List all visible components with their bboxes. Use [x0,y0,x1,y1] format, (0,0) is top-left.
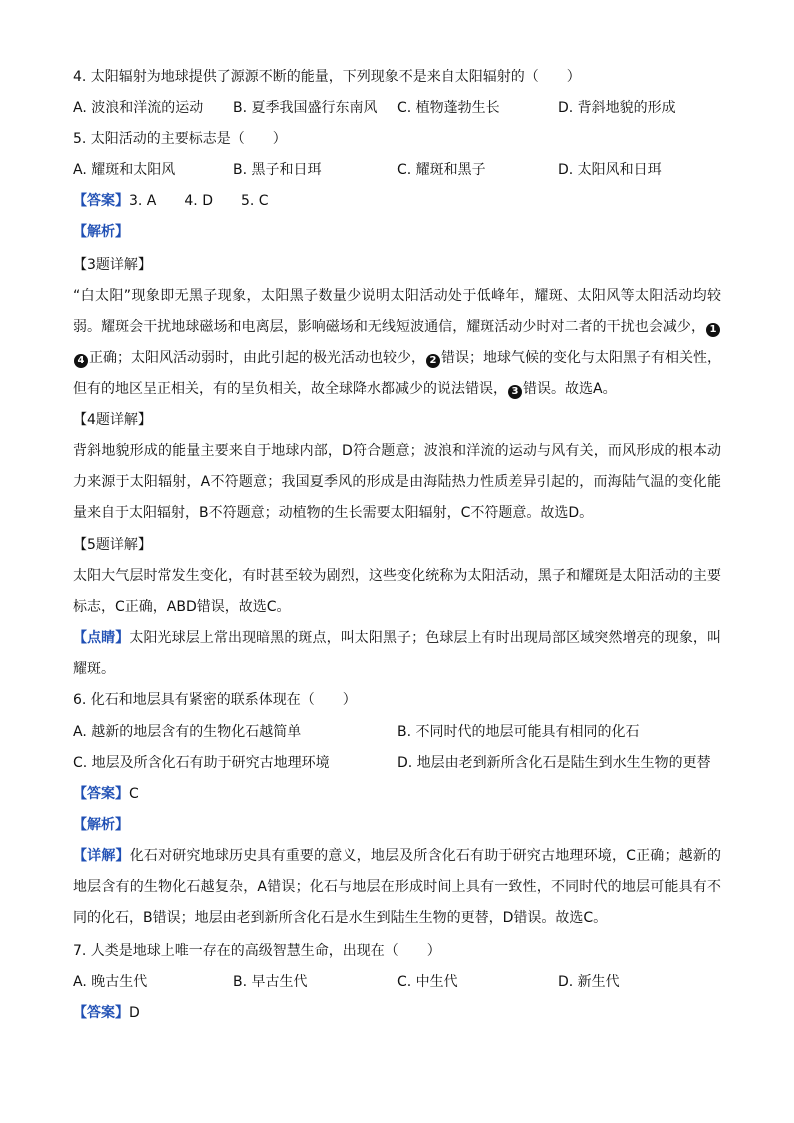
answer-line-1 [73,191,269,211]
question-7-option-a: A. 晚古生代 [73,974,148,990]
circled-number-4: 4 [74,354,88,368]
note-text: 太阳光球层上常出现暗黑的斑点，叫太阳黑子；色球层上有时出现局部区域突然增亮的现象，叫耀斑。 [73,630,722,677]
answer-text: D [129,1005,140,1021]
answer-line-2 [73,784,139,804]
detail-6-paragraph [73,841,721,934]
question-6-option-b: B. 不同时代的地层可能具有相同的化石 [397,724,640,740]
detail-3-text-part2: 正确；太阳风活动弱时，由此引起的极光活动也较少， [89,350,425,366]
question-5-option-a: A. 耀斑和太阳风 [73,162,176,178]
detail-3-paragraph [73,281,721,405]
circled-number-3: 3 [508,385,522,399]
answer-tag: 【答案】 [73,786,129,802]
detail-6-tag: 【详解】 [73,848,130,864]
detail-3-heading: 【3题详解】 [73,257,152,273]
question-5-option-d: D. 太阳风和日珥 [558,162,662,178]
question-4-option-c: C. 植物蓬勃生长 [397,100,500,116]
question-6-option-c: C. 地层及所含化石有助于研究古地理环境 [73,755,330,771]
detail-4-heading: 【4题详解】 [73,412,152,428]
detail-3-text-part1: “白太阳”现象即无黑子现象，太阳黑子数量少说明太阳活动处于低峰年，耀斑、太阳风等太阳活动均较弱。耀斑会干扰地球磁场和电离层，影响磁场和无线短波通信，耀斑活动少时对二者的干扰也会减少， [73,288,721,335]
detail-3-text-part4: 错误。故选A。 [523,381,617,397]
question-6-option-a: A. 越新的地层含有的生物化石越简单 [73,724,302,740]
answer-tag: 【答案】 [73,1005,129,1021]
answer-tag: 【答案】 [73,193,129,209]
answer-text: 3. A 4. D 5. C [129,193,269,209]
question-4-option-d: D. 背斜地貌的形成 [558,100,676,116]
detail-4-paragraph: 背斜地貌形成的能量主要来自于地球内部，D符合题意；波浪和洋流的运动与风有关，而风形成的根本动力来源于太阳辐射，A不符题意；我国夏季风的形成是由海陆热力性质差异引起的，而海陆气温的变化能量来自于太阳辐射，B不符题意；动植物的生长需要太阳辐射，C不符题意。故选D。 [73,443,721,521]
circled-number-2: 2 [426,354,440,368]
question-7-option-d: D. 新生代 [558,974,620,990]
question-7-stem: 7. 人类是地球上唯一存在的高级智慧生命，出现在（ ） [73,943,441,959]
question-5-option-c: C. 耀斑和黑子 [397,162,486,178]
analysis-tag-2 [73,815,129,835]
answer-line-3 [73,1003,140,1023]
analysis-tag: 【解析】 [73,817,129,833]
circled-number-1: 1 [706,323,720,337]
question-4-option-a: A. 波浪和洋流的运动 [73,100,204,116]
answer-text: C [129,786,139,802]
question-7-option-b: B. 早古生代 [233,974,308,990]
detail-5-heading: 【5题详解】 [73,537,152,553]
question-6-stem: 6. 化石和地层具有紧密的联系体现在（ ） [73,692,357,708]
question-4-stem: 4. 太阳辐射为地球提供了源源不断的能量，下列现象不是来自太阳辐射的（ ） [73,69,581,85]
question-4-option-b: B. 夏季我国盛行东南风 [233,100,378,116]
note-tag: 【点睛】 [73,630,130,646]
analysis-tag: 【解析】 [73,224,129,240]
detail-5-paragraph: 太阳大气层时常发生变化，有时甚至较为剧烈，这些变化统称为太阳活动，黑子和耀斑是太阳活动的主要标志，C正确，ABD错误，故选C。 [73,568,721,615]
question-5-stem: 5. 太阳活动的主要标志是（ ） [73,131,287,147]
detail-3-text-part3: 错误；地球气候的变化与太阳黑子有相关性，但有的地区呈正相关，有的呈负相关，故全球降水都减少的说法错误， [73,350,721,397]
question-5-option-b: B. 黑子和日珥 [233,162,322,178]
detail-6-text: 化石对研究地球历史具有重要的意义，地层及所含化石有助于研究古地理环境，C正确；越新的地层含有的生物化石越复杂，A错误；化石与地层在形成时间上具有一致性，不同时代的地层可能具有不同的化石，B错误；地层由老到新所含化石是水生到陆生生物的更替，D错误。故选C。 [73,848,721,926]
analysis-tag-1 [73,222,129,242]
question-6-option-d: D. 地层由老到新所含化石是陆生到水生生物的更替 [397,755,711,771]
question-7-option-c: C. 中生代 [397,974,458,990]
note-paragraph [73,623,721,685]
